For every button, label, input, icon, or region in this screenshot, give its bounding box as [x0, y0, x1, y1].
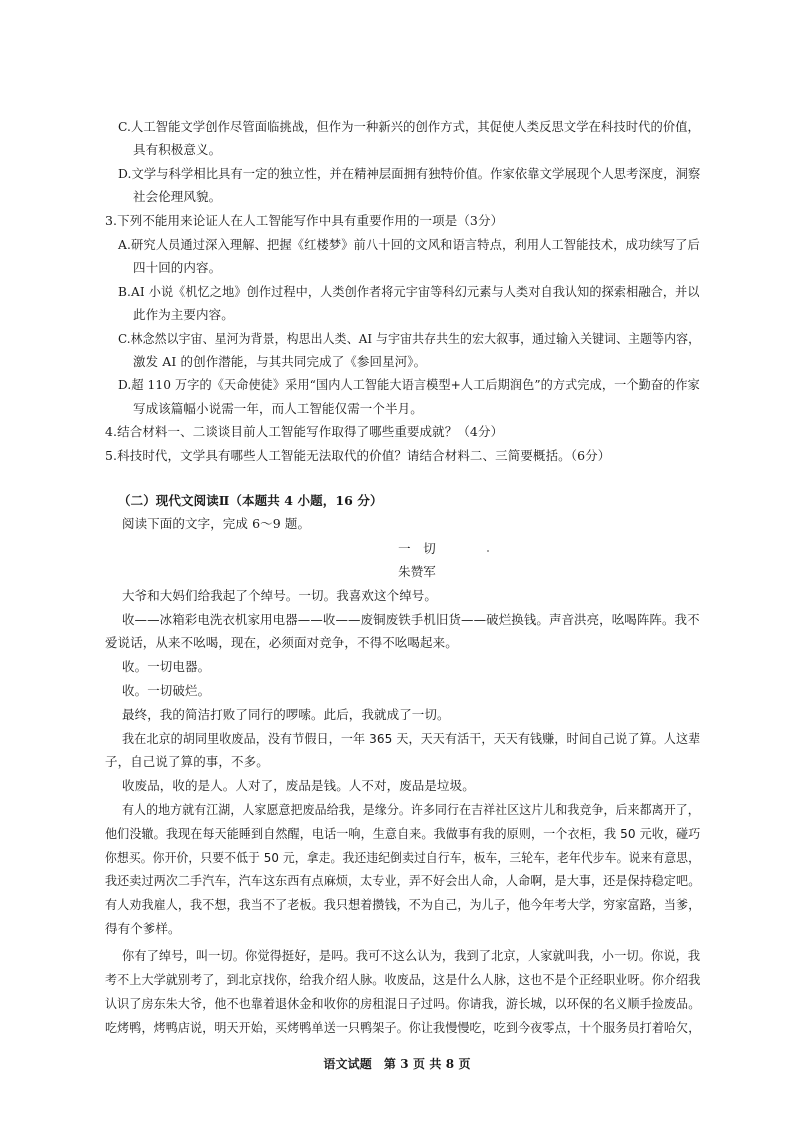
q3-option-c-line2: 激发 AI 的创作潜能，与其共同完成了《参回星河》。: [133, 354, 427, 369]
story-para-10: 他们没辙。我现在每天能睡到自然醒，电话一响，生意自来。我做事有我的原则，一个衣柜，我 50 元收，碰巧: [105, 826, 701, 841]
story-para-11: 你想买。你开价，只要不低于 50 元，拿走。我还违纪倒卖过自行车，板车，三轮车，老年代步车。说来有意思，: [105, 850, 701, 865]
story-para-15: 你有了绰号，叫一切。你觉得挺好，是吗。我可不这么认为，我到了北京，人家就叫我，小一切。你说，我: [122, 948, 701, 963]
story-author: 朱赞军: [398, 564, 436, 579]
story-para-0: 大爷和大妈们给我起了个绰号。一切。我喜欢这个绰号。: [122, 588, 438, 603]
story-para-14: 得有个爹样。: [105, 921, 181, 936]
q3-stem: 3.下列不能用来论证人在人工智能写作中具有重要作用的一项是（3分）: [105, 213, 504, 228]
q3-option-a-line1: A.研究人员通过深入理解、把握《红楼梦》前八十回的文风和语言特点，利用人工智能技术，成功续写了后: [118, 237, 700, 252]
q2-option-c-line1: C.人工智能文学创作尽管面临挑战，但作为一种新兴的创作方式，其促使人类反思文学在科技时代的价值，: [118, 119, 700, 134]
story-para-16: 考不上大学就别考了，到北京找你，给我介绍人脉。收废品，这是什么人脉，这也不是个正经职业呀。你介绍我: [105, 972, 701, 987]
q3-option-a-line2: 四十回的内容。: [133, 260, 222, 275]
q3-option-b-line1: B.AI 小说《机忆之地》创作过程中，人类创作者将元宇宙等科幻元素与人类对自我认知的探索相融合，并以: [118, 284, 700, 299]
q3-option-d-line1: D.超 110 万字的《天命使徒》采用“国内人工智能大语言模型+人工后期润色”的方式完成，一个勤奋的作家: [118, 377, 700, 392]
q2-option-c-line2: 具有积极意义。: [133, 142, 222, 157]
story-para-1: 收——冰箱彩电洗衣机家用电器——收——废铜废铁手机旧货——破烂换钱。声音洪亮，吆喝阵阵。我不: [122, 612, 700, 627]
scan-speck: [487, 550, 489, 552]
story-para-2: 爱说话，从来不吆喝，现在，必须面对竞争，不得不吆喝起来。: [105, 635, 458, 650]
story-para-5: 最终，我的简洁打败了同行的啰嗦。此后，我就成了一切。: [122, 707, 450, 722]
story-para-3: 收。一切电器。: [122, 659, 211, 674]
story-para-13: 有人劝我雇人，我不想，我当不了老板。我只想着攒钱，不为自己，为儿子，他今年考大学，穷家富路，当爹，: [105, 897, 701, 912]
story-para-7: 子，自己说了算的事，不多。: [105, 754, 269, 769]
story-para-18: 吃烤鸭，烤鸭店说，明天开始，买烤鸭单送一只鸭架子。你让我慢慢吃，吃到今夜零点，十个服务员打着哈欠，: [105, 1020, 701, 1035]
story-para-17: 认识了房东朱大爷，他不也靠着退休金和收你的房租混日子过吗。你请我，游长城，以环保的名义顺手捡废品。: [105, 996, 701, 1011]
q3-option-d-line2: 写成该篇幅小说需一年，而人工智能仅需一个半月。: [133, 401, 423, 416]
q3-option-c-line1: C.林念然以宇宙、星河为背景，构思出人类、AI 与宇宙共存共生的宏大叙事，通过输入关键词、主题等内容，: [118, 331, 701, 346]
q5-text: 5.科技时代，文学具有哪些人工智能无法取代的价值？请结合材料二、三简要概括。（6分）: [105, 448, 611, 463]
section-heading: （二）现代文阅读Ⅱ（本题共 4 小题，16 分）: [118, 493, 383, 508]
story-para-4: 收。一切破烂。: [122, 683, 211, 698]
story-para-6: 我在北京的胡同里收废品，没有节假日，一年 365 天，天天有活干，天天有钱赚，时间自己说了算。人这辈: [122, 731, 701, 746]
story-para-12: 我还卖过两次二手汽车，汽车这东西有点麻烦，太专业，弄不好会出人命，人命啊，是大事，还是保持稳定吧。: [105, 873, 701, 888]
story-para-9: 有人的地方就有江湖，人家愿意把废品给我，是缘分。许多同行在吉祥社区这片儿和我竞争，后来都离开了，: [122, 802, 700, 817]
q2-option-d-line1: D.文学与科学相比具有一定的独立性，并在精神层面拥有独特价值。作家依靠文学展现个人思考深度，洞察: [118, 166, 701, 181]
story-title: 一 切: [398, 541, 436, 556]
q3-option-b-line2: 此作为主要内容。: [133, 307, 234, 322]
page-footer: 语文试题 第 3 页 共 8 页: [323, 1057, 471, 1071]
story-para-8: 收废品，收的是人。人对了，废品是钱。人不对，废品是垃圾。: [122, 778, 475, 793]
q2-option-d-line2: 社会伦理风貌。: [133, 189, 222, 204]
q4-text: 4.结合材料一、二谈谈目前人工智能写作取得了哪些重要成就？（4分）: [105, 424, 504, 439]
section-instruction: 阅读下面的文字，完成 6～9 题。: [122, 516, 311, 531]
